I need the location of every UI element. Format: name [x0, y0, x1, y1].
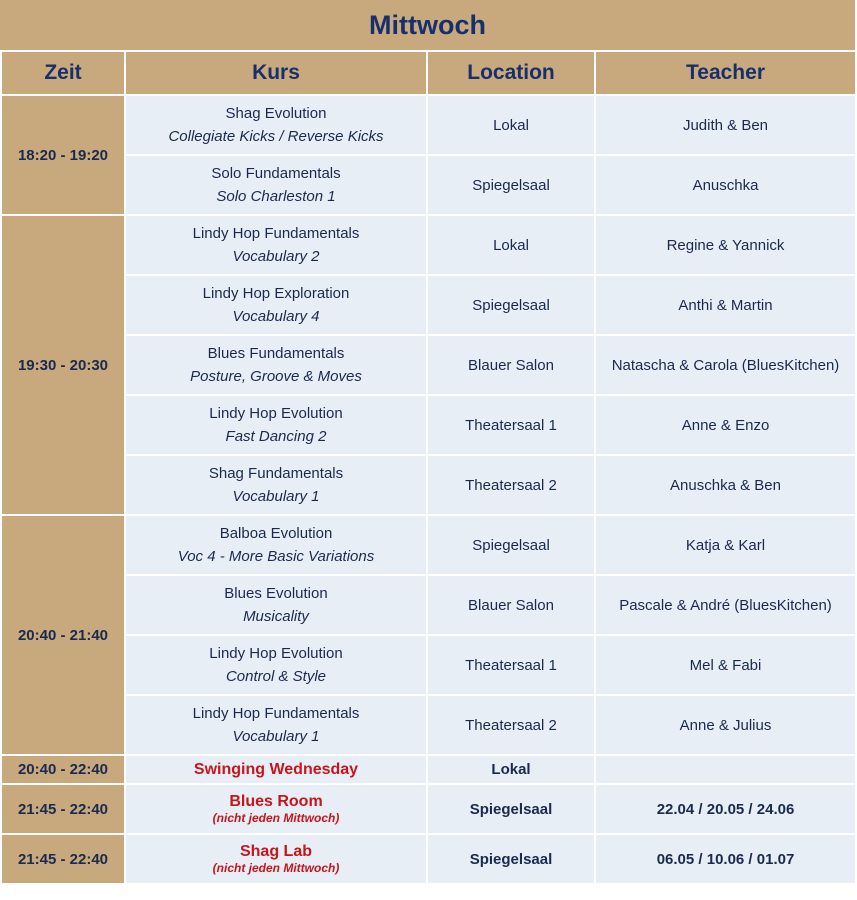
course-cell	[125, 395, 427, 455]
column-header-course: Kurs	[125, 51, 427, 95]
event-note: (nicht jeden Mittwoch)	[212, 811, 340, 825]
event-title: Swinging Wednesday	[193, 761, 359, 778]
table-row	[1, 575, 856, 635]
location-cell: Lokal	[427, 215, 595, 275]
time-slot: 18:20 - 19:20	[1, 95, 125, 215]
course-cell	[125, 455, 427, 515]
location-cell: Theatersaal 2	[427, 695, 595, 755]
location-cell: Theatersaal 2	[427, 455, 595, 515]
event-dates-cell	[595, 755, 856, 784]
course-name: Solo Fundamentals	[211, 165, 341, 182]
course-cell	[125, 515, 427, 575]
location-cell: Spiegelsaal	[427, 515, 595, 575]
event-dates-cell: 22.04 / 20.05 / 24.06	[595, 784, 856, 834]
location-cell: Theatersaal 1	[427, 395, 595, 455]
teacher-cell: Anuschka & Ben	[595, 455, 856, 515]
location-cell: Spiegelsaal	[427, 834, 595, 884]
event-row	[1, 784, 856, 834]
location-cell: Spiegelsaal	[427, 784, 595, 834]
teacher-cell: Pascale & André (BluesKitchen)	[595, 575, 856, 635]
event-title-cell	[125, 834, 427, 884]
course-name: Lindy Hop Exploration	[202, 285, 350, 302]
teacher-cell: Regine & Yannick	[595, 215, 856, 275]
course-cell	[125, 635, 427, 695]
time-slot: 20:40 - 22:40	[1, 755, 125, 784]
header-row	[1, 51, 856, 95]
table-row	[1, 695, 856, 755]
time-slot: 20:40 - 21:40	[1, 515, 125, 755]
course-topic: Voc 4 - More Basic Variations	[177, 548, 375, 565]
teacher-cell: Anthi & Martin	[595, 275, 856, 335]
schedule-table	[0, 50, 857, 885]
course-name: Balboa Evolution	[219, 525, 333, 542]
course-topic: Vocabulary 1	[232, 488, 320, 505]
location-cell: Spiegelsaal	[427, 155, 595, 215]
course-topic: Solo Charleston 1	[216, 188, 336, 205]
course-name: Shag Fundamentals	[208, 465, 344, 482]
location-cell: Lokal	[427, 95, 595, 155]
course-name: Lindy Hop Fundamentals	[192, 225, 360, 242]
time-slot: 19:30 - 20:30	[1, 215, 125, 515]
location-cell: Blauer Salon	[427, 575, 595, 635]
teacher-cell: Anuschka	[595, 155, 856, 215]
course-cell	[125, 215, 427, 275]
location-cell: Blauer Salon	[427, 335, 595, 395]
table-row	[1, 335, 856, 395]
table-row	[1, 95, 856, 155]
course-cell	[125, 155, 427, 215]
course-name: Blues Fundamentals	[207, 345, 345, 362]
event-row	[1, 755, 856, 784]
course-name: Shag Evolution	[225, 105, 327, 122]
course-topic: Collegiate Kicks / Reverse Kicks	[168, 128, 384, 145]
column-header-teacher: Teacher	[595, 51, 856, 95]
teacher-cell: Anne & Enzo	[595, 395, 856, 455]
course-topic: Vocabulary 1	[232, 728, 320, 745]
table-row	[1, 275, 856, 335]
course-cell	[125, 335, 427, 395]
course-topic: Vocabulary 2	[232, 248, 320, 265]
course-topic: Posture, Groove & Moves	[190, 368, 362, 385]
teacher-cell: Anne & Julius	[595, 695, 856, 755]
table-row	[1, 515, 856, 575]
table-row	[1, 455, 856, 515]
table-row	[1, 395, 856, 455]
course-topic: Fast Dancing 2	[225, 428, 327, 445]
column-header-time: Zeit	[1, 51, 125, 95]
location-cell: Spiegelsaal	[427, 275, 595, 335]
location-cell: Lokal	[427, 755, 595, 784]
course-name: Lindy Hop Evolution	[209, 645, 343, 662]
course-topic: Musicality	[243, 608, 309, 625]
event-title: Shag Lab	[239, 843, 312, 860]
course-name: Blues Evolution	[224, 585, 328, 602]
table-row	[1, 635, 856, 695]
course-topic: Vocabulary 4	[232, 308, 320, 325]
event-title: Blues Room	[229, 793, 323, 810]
event-title-cell	[125, 784, 427, 834]
location-cell: Theatersaal 1	[427, 635, 595, 695]
event-row	[1, 834, 856, 884]
teacher-cell: Katja & Karl	[595, 515, 856, 575]
course-name: Lindy Hop Evolution	[209, 405, 343, 422]
time-slot: 21:45 - 22:40	[1, 834, 125, 884]
teacher-cell: Judith & Ben	[595, 95, 856, 155]
course-cell	[125, 575, 427, 635]
event-title-cell	[125, 755, 427, 784]
time-slot: 21:45 - 22:40	[1, 784, 125, 834]
teacher-cell: Mel & Fabi	[595, 635, 856, 695]
schedule-body	[1, 95, 856, 884]
course-cell	[125, 695, 427, 755]
course-cell	[125, 95, 427, 155]
course-topic: Control & Style	[225, 668, 327, 685]
table-row	[1, 215, 856, 275]
teacher-cell: Natascha & Carola (BluesKitchen)	[595, 335, 856, 395]
page-title: Mittwoch	[0, 0, 855, 50]
column-header-location: Location	[427, 51, 595, 95]
event-dates-cell: 06.05 / 10.06 / 01.07	[595, 834, 856, 884]
event-note: (nicht jeden Mittwoch)	[212, 861, 340, 875]
course-name: Lindy Hop Fundamentals	[192, 705, 360, 722]
course-cell	[125, 275, 427, 335]
table-row	[1, 155, 856, 215]
